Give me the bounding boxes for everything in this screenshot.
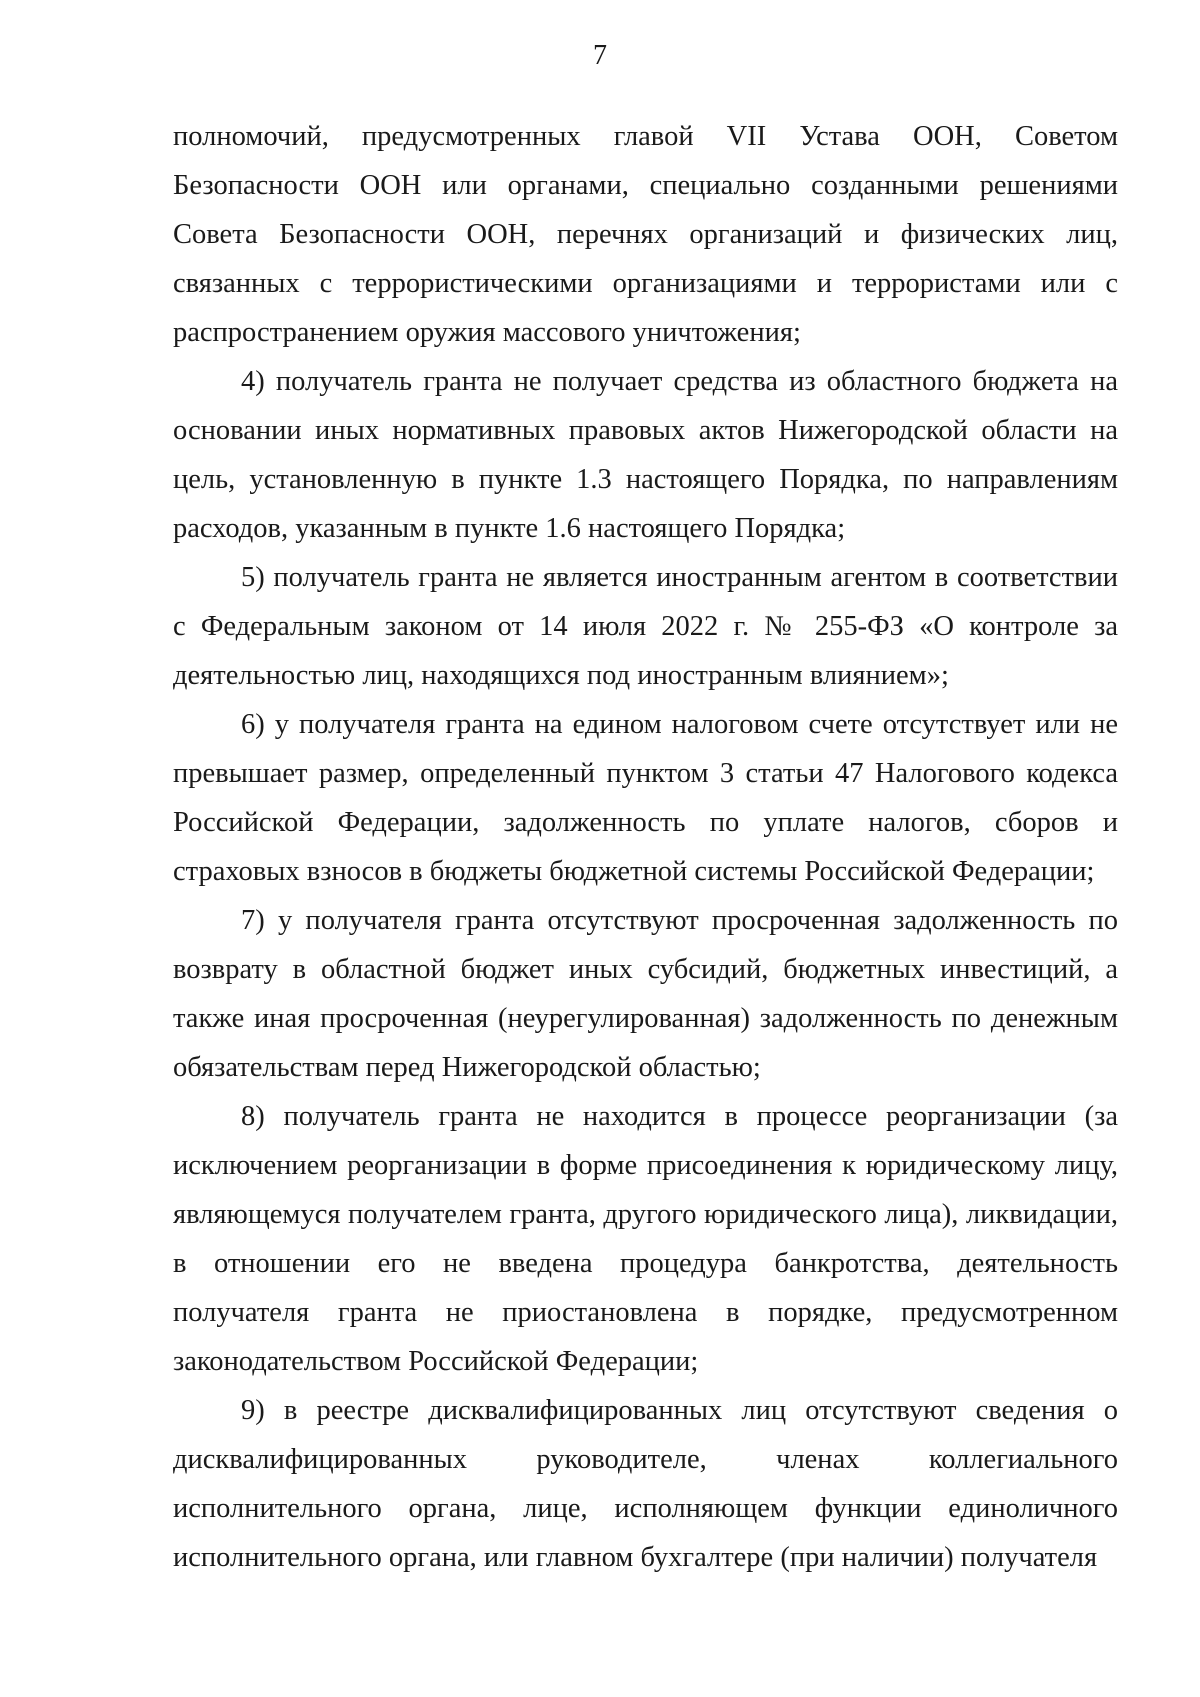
document-body — [173, 112, 1118, 1582]
page-number: 7 — [593, 40, 607, 71]
paragraph-item-4: 4) получатель гранта не получает средства из областного бюджета на основании иных нормативных правовых актов Нижегородской области на цель, установленную в пункте 1.3 настоящего Порядка, по направлениям расходов, указанным в пункте 1.6 настоящего Порядка; — [173, 366, 1118, 544]
paragraph-item-6: 6) у получателя гранта на едином налоговом счете отсутствует или не превышает размер, определенный пунктом 3 статьи 47 Налогового кодекса Российской Федерации, задолженность по уплате налогов, сборов и страховых взносов в бюджеты бюджетной системы Российской Федерации; — [173, 709, 1118, 887]
paragraph-item-8: 8) получатель гранта не находится в процессе реорганизации (за исключением реорганизации в форме присоединения к юридическому лицу, являющемуся получателем гранта, другого юридического лица), ликвидации, в отношении его не введена процедура банкротства, деятельность получателя гранта не приостановлена в порядке, предусмотренном законодательством Российской Федерации; — [173, 1101, 1118, 1377]
paragraph-item-5: 5) получатель гранта не является иностранным агентом в соответствии с Федеральным законом от 14 июля 2022 г. № 255-ФЗ «О контроле за деятельностью лиц, находящихся под иностранным влиянием»; — [173, 562, 1118, 691]
paragraph-item-9: 9) в реестре дисквалифицированных лиц отсутствуют сведения о дисквалифицированных руководителе, членах коллегиального исполнительного органа, лице, исполняющем функции единоличного исполнительного органа, или главном бухгалтере (при наличии) получателя — [173, 1395, 1118, 1573]
paragraph-item-7: 7) у получателя гранта отсутствуют просроченная задолженность по возврату в областной бюджет иных субсидий, бюджетных инвестиций, а также иная просроченная (неурегулированная) задолженность по денежным обязательствам перед Нижегородской областью; — [173, 905, 1118, 1083]
paragraph-continuation: полномочий, предусмотренных главой VII Устава ООН, Советом Безопасности ООН или органами, специально созданными решениями Совета Безопасности ООН, перечнях организаций и физических лиц, связанных с террористическими организациями и террористами или с распространением оружия массового уничтожения; — [173, 121, 1118, 348]
